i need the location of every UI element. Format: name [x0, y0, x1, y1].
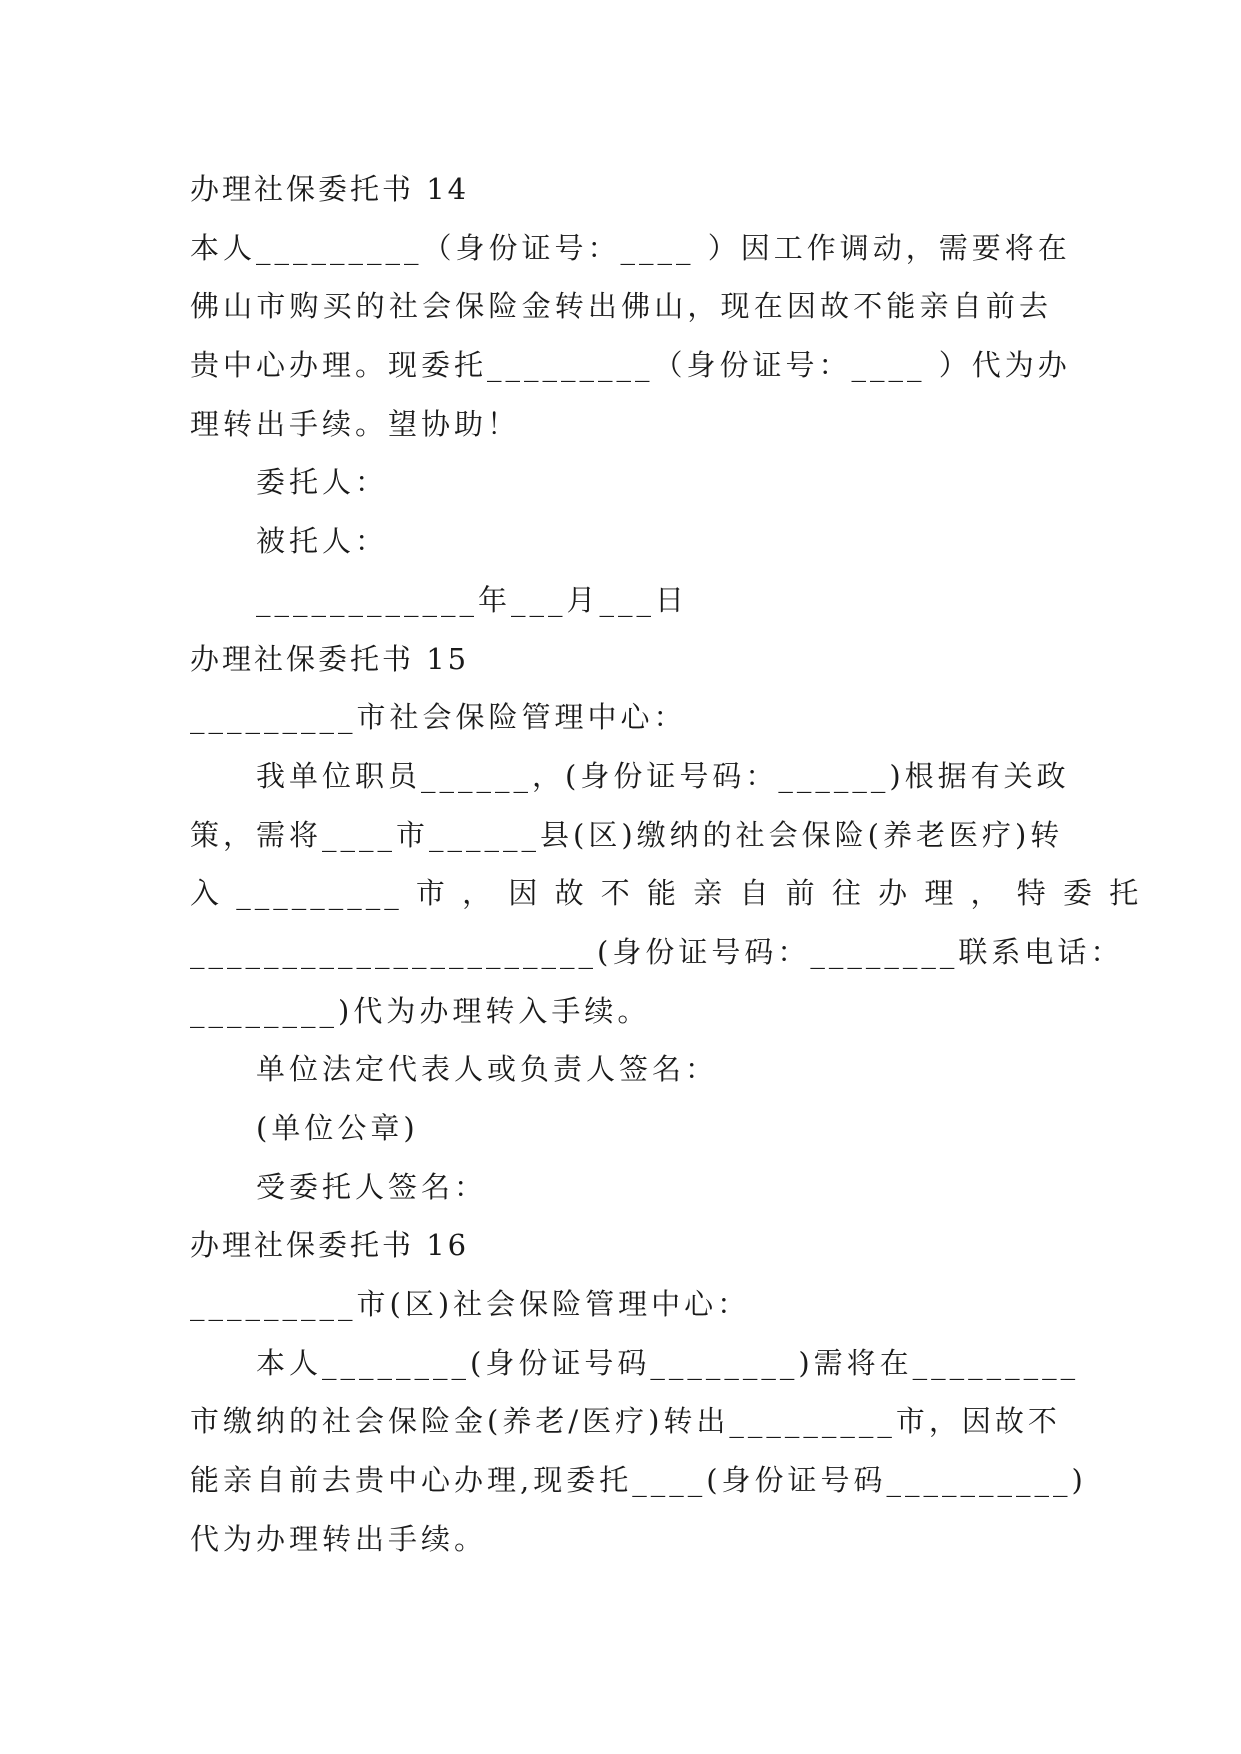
signature-line: 被托人：	[256, 524, 389, 559]
signature-line: 单位法定代表人或负责人签名：	[256, 1052, 719, 1087]
signature-line: 委托人：	[256, 465, 389, 500]
body-line: 入 _________ 市 ， 因 故 不 能 亲 自 前 往 办 理 ， 特 委 托	[190, 876, 1143, 911]
body-line: 市缴纳的社会保险金(养老/医疗)转出_________市，因故不	[190, 1404, 1061, 1439]
body-line: ______________________(身份证号码：________联系电话：	[190, 934, 1124, 969]
body-line: 本人________(身份证号码________)需将在_________	[256, 1345, 1080, 1380]
date-line: ____________年___月___日	[256, 582, 689, 617]
seal-line: (单位公章)	[256, 1111, 419, 1145]
addressee-line: _________市(区)社会保险管理中心：	[190, 1287, 751, 1322]
body-line: 策，需将____市______县(区)缴纳的社会保险(养老医疗)转	[190, 817, 1064, 852]
body-line: 理转出手续。望协助！	[190, 406, 521, 441]
addressee-line: _________市社会保险管理中心：	[190, 700, 687, 735]
section-title-14: 办理社保委托书 14	[190, 172, 470, 206]
body-line: 本人_________（身份证号：____ ）因工作调动，需要将在	[190, 230, 1071, 265]
body-line: 贵中心办理。现委托_________（身份证号：____ ）代为办	[190, 348, 1071, 383]
document-page	[190, 160, 1143, 1569]
body-line: 能亲自前去贵中心办理,现委托____(身份证号码__________)	[190, 1463, 1087, 1498]
body-line: ________)代为办理转入手续。	[190, 993, 651, 1028]
section-title-16: 办理社保委托书 16	[190, 1228, 470, 1263]
signature-line: 受委托人签名：	[256, 1169, 488, 1204]
section-title-15: 办理社保委托书 15	[190, 641, 470, 676]
body-line: 代为办理转出手续。	[190, 1521, 488, 1556]
body-line: 我单位职员______，(身份证号码：______)根据有关政	[256, 758, 1070, 793]
body-line: 佛山市购买的社会保险金转出佛山，现在因故不能亲自前去	[190, 289, 1052, 324]
